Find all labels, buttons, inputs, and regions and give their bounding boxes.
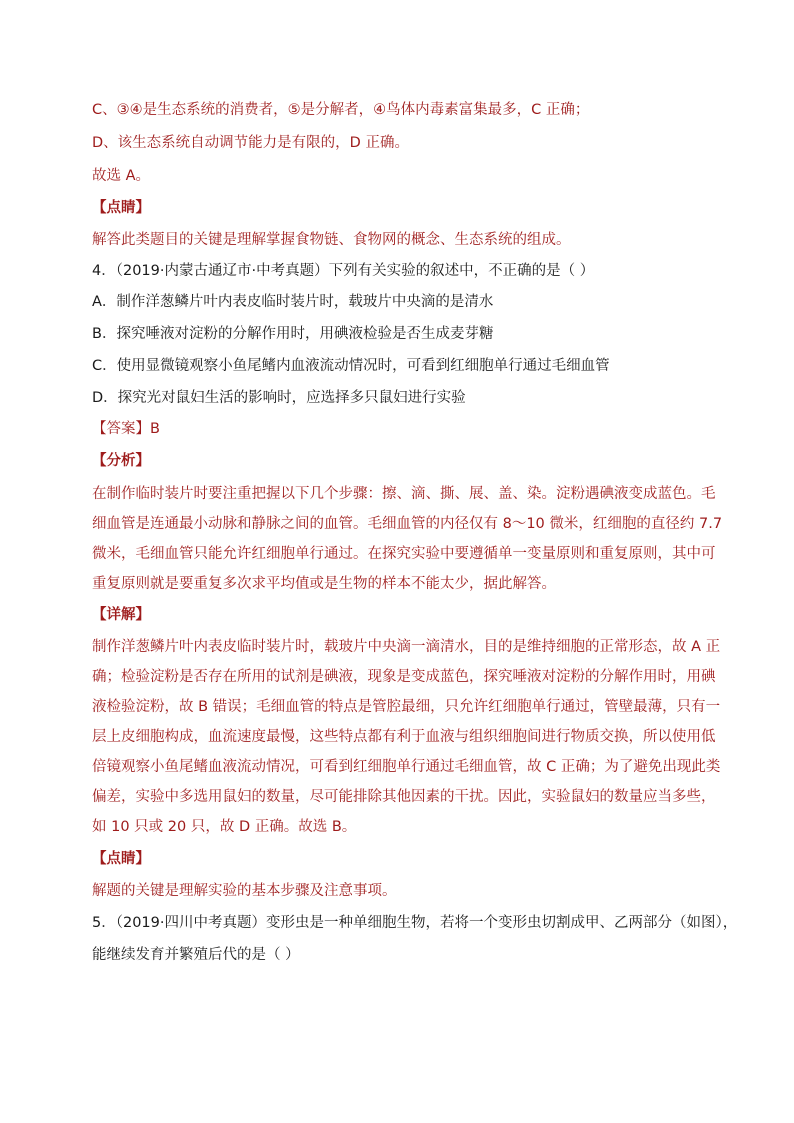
q4-analysis-header: 【分析】 (92, 453, 150, 469)
q4-detail-line: 制作洋葱鳞片叶内表皮临时装片时，载玻片中央滴一滴清水，目的是维持细胞的正常形态，故 A 正 (92, 639, 721, 655)
q4-stem: 4．（2019·内蒙古通辽市·中考真题）下列有关实验的叙述中，不正确的是（ ） (92, 263, 595, 279)
q4-tip-header: 【点睛】 (92, 851, 150, 867)
q3-option-c-explanation: C、③④是生态系统的消费者，⑤是分解者，④鸟体内毒素富集最多，C 正确； (92, 102, 590, 118)
q3-option-d-explanation: D、该生态系统自动调节能力是有限的，D 正确。 (92, 135, 409, 151)
q4-tip-text: 解题的关键是理解实验的基本步骤及注意事项。 (92, 883, 397, 899)
q4-detail-line: 确；检验淀粉是否存在所用的试剂是碘液，现象是变成蓝色，探究唾液对淀粉的分解作用时，用碘 (92, 669, 716, 685)
q4-detail-line: 液检验淀粉，故 B 错误；毛细血管的特点是管腔最细，只允许红细胞单行通过，管壁最薄，只有一 (92, 699, 721, 715)
q4-detail-line: 偏差，实验中多选用鼠妇的数量，尽可能排除其他因素的干扰。因此，实验鼠妇的数量应当多些， (92, 789, 716, 805)
q5-stem-line: 能继续发育并繁殖后代的是（ ） (92, 947, 300, 963)
q4-answer: 【答案】B (92, 421, 160, 437)
q3-choice: 故选 A。 (92, 168, 151, 184)
q4-option-b: B．探究唾液对淀粉的分解作用时，用碘液检验是否生成麦芽糖 (92, 326, 494, 342)
q4-analysis-line: 在制作临时装片时要注重把握以下几个步骤：擦、滴、撕、展、盖、染。淀粉遇碘液变成蓝色。毛 (92, 486, 716, 502)
q4-option-c: C．使用显微镜观察小鱼尾鳍内血液流动情况时，可看到红细胞单行通过毛细血管 (92, 358, 610, 374)
q4-detail-line: 层上皮细胞构成，血流速度最慢，这些特点都有利于血液与组织细胞间进行物质交换，所以使用低 (92, 729, 716, 745)
q4-detail-line: 倍镜观察小鱼尾鳍血液流动情况，可看到红细胞单行通过毛细血管，故 C 正确；为了避免出现此类 (92, 759, 721, 775)
q4-analysis-line: 重复原则就是要重复多次求平均值或是生物的样本不能太少，据此解答。 (92, 576, 556, 592)
q4-detail-line: 如 10 只或 20 只，故 D 正确。故选 B。 (92, 819, 357, 835)
q4-analysis-line: 细血管是连通最小动脉和静脉之间的血管。毛细血管的内径仅有 8～10 微米，红细胞的直径约 7.7 (92, 516, 723, 532)
q4-detail-header: 【详解】 (92, 607, 150, 623)
q3-tip-text: 解答此类题目的关键是理解掌握食物链、食物网的概念、生态系统的组成。 (92, 232, 571, 248)
q4-option-d: D．探究光对鼠妇生活的影响时，应选择多只鼠妇进行实验 (92, 390, 466, 406)
q3-tip-header: 【点睛】 (92, 200, 150, 216)
q4-option-a: A．制作洋葱鳞片叶内表皮临时装片时，载玻片中央滴的是清水 (92, 294, 494, 310)
q5-stem-line: 5．（2019·四川中考真题）变形虫是一种单细胞生物，若将一个变形虫切割成甲、乙两部分（如图）， (92, 915, 738, 931)
q4-analysis-line: 微米，毛细血管只能允许红细胞单行通过。在探究实验中要遵循单一变量原则和重复原则，其中可 (92, 546, 716, 562)
